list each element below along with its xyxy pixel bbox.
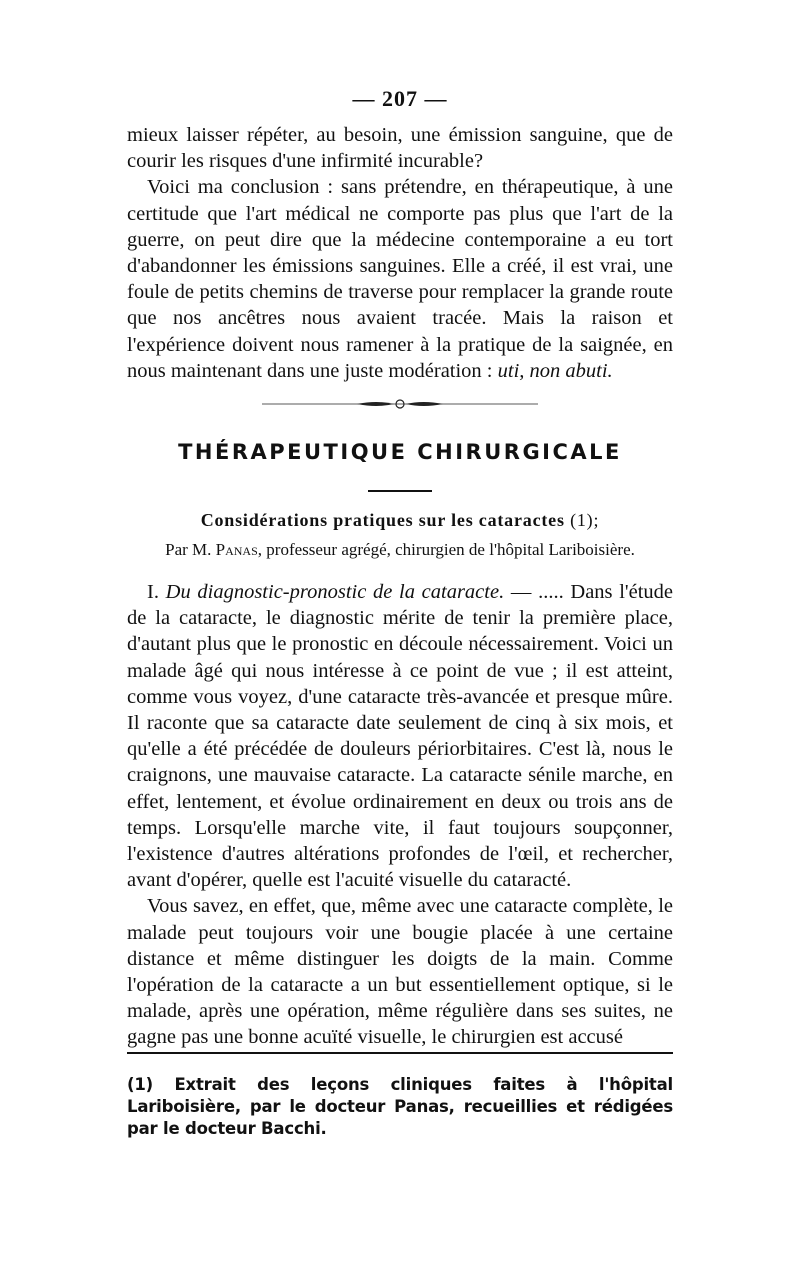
article-note-ref: (1); [570,510,600,530]
byline [0,540,800,560]
footnote-rule [127,1052,673,1054]
footnote [127,1074,673,1140]
intro-paragraph-2-text: Voici ma conclusion : sans prétendre, en thérapeutique, à une certitude que l'art médical ne comporte pas plus que l'art de la guerre, on peut dire que la médecine contemporaine a eu tort d'abandonner les émissions sanguines. Elle a créé, il est vrai, une foule de petits chemins de traverse pour remplacer la grande route que nos ancêtres nous avaient tracée. Mais la raison et l'expérience doivent nous ramener à la pratique de la saignée, en nous maintenant dans une juste modération : [127,176,673,382]
part-one-paragraph-1 [127,579,673,893]
part-one-paragraph-1-text: Dans l'étude de la cataracte, le diagnostic mérite de tenir la première place, d'autant plus que le pronostic en découle nécessairement. Voici un malade âgé qui nous intéresse à ce point de vue ; il est atteint, comme vous voyez, d'une cataracte très-avancée et presque mûre. Il raconte que sa cataracte date seulement de cinq à six mois, et qu'elle a été précédée de douleurs périorbitaires. C'est là, nous le craignons, une mauvaise cataracte. La cataracte sénile marche, en effet, lentement, et évolue ordinairement en deux ou trois ans de temps. Lorsqu'elle marche vite, il faut toujours soupçonner, l'existence d'autres altérations profondes de l'œil, et rechercher, avant d'opérer, quelle est l'acuité visuelle du cataracté. [127,581,673,892]
intro-paragraph-2 [127,174,673,384]
latin-maxim: uti, non abuti. [497,359,613,382]
part-one [127,579,673,1051]
part-number: I. [147,581,159,603]
part-heading: Du diagnostic-pronostic de la cataracte. [165,581,505,603]
author-name: Panas [215,540,258,559]
ornamental-divider [262,398,538,410]
section-title: THÉRAPEUTIQUE CHIRURGICALE [178,440,622,464]
title-rule [368,490,432,492]
intro-paragraph-1: mieux laisser répéter, au besoin, une émission sanguine, que de courir les risques d'une infirmité incurable? [127,124,673,173]
footnote-text: Extrait des leçons cliniques faites à l'hôpital Lariboisière, par le docteur Panas, recueillies et rédigées par le docteur Bacchi. [127,1075,673,1138]
footnote-marker: (1) [127,1075,153,1094]
part-one-paragraph-2: Vous savez, en effet, que, même avec une cataracte complète, le malade peut toujours voir une bougie placée à une certaine distance et même distinguer les doigts de la main. Comme l'opération de la cataracte a un but essentiellement optique, si le malade, après une opération, même régulière dans ses suites, ne gagne pas une bonne acuïté visuelle, le chirurgien est accusé [127,895,673,1049]
intro-text [127,122,673,384]
article-title [0,510,800,531]
byline-prefix: Par M. [165,540,212,559]
article-title-text: Considérations pratiques sur les cataractes [200,510,565,530]
page-number: — 207 — [352,86,448,111]
byline-rest: , professeur agrégé, chirurgien de l'hôpital Lariboisière. [257,540,635,559]
part-dash: — ..... [504,581,571,603]
